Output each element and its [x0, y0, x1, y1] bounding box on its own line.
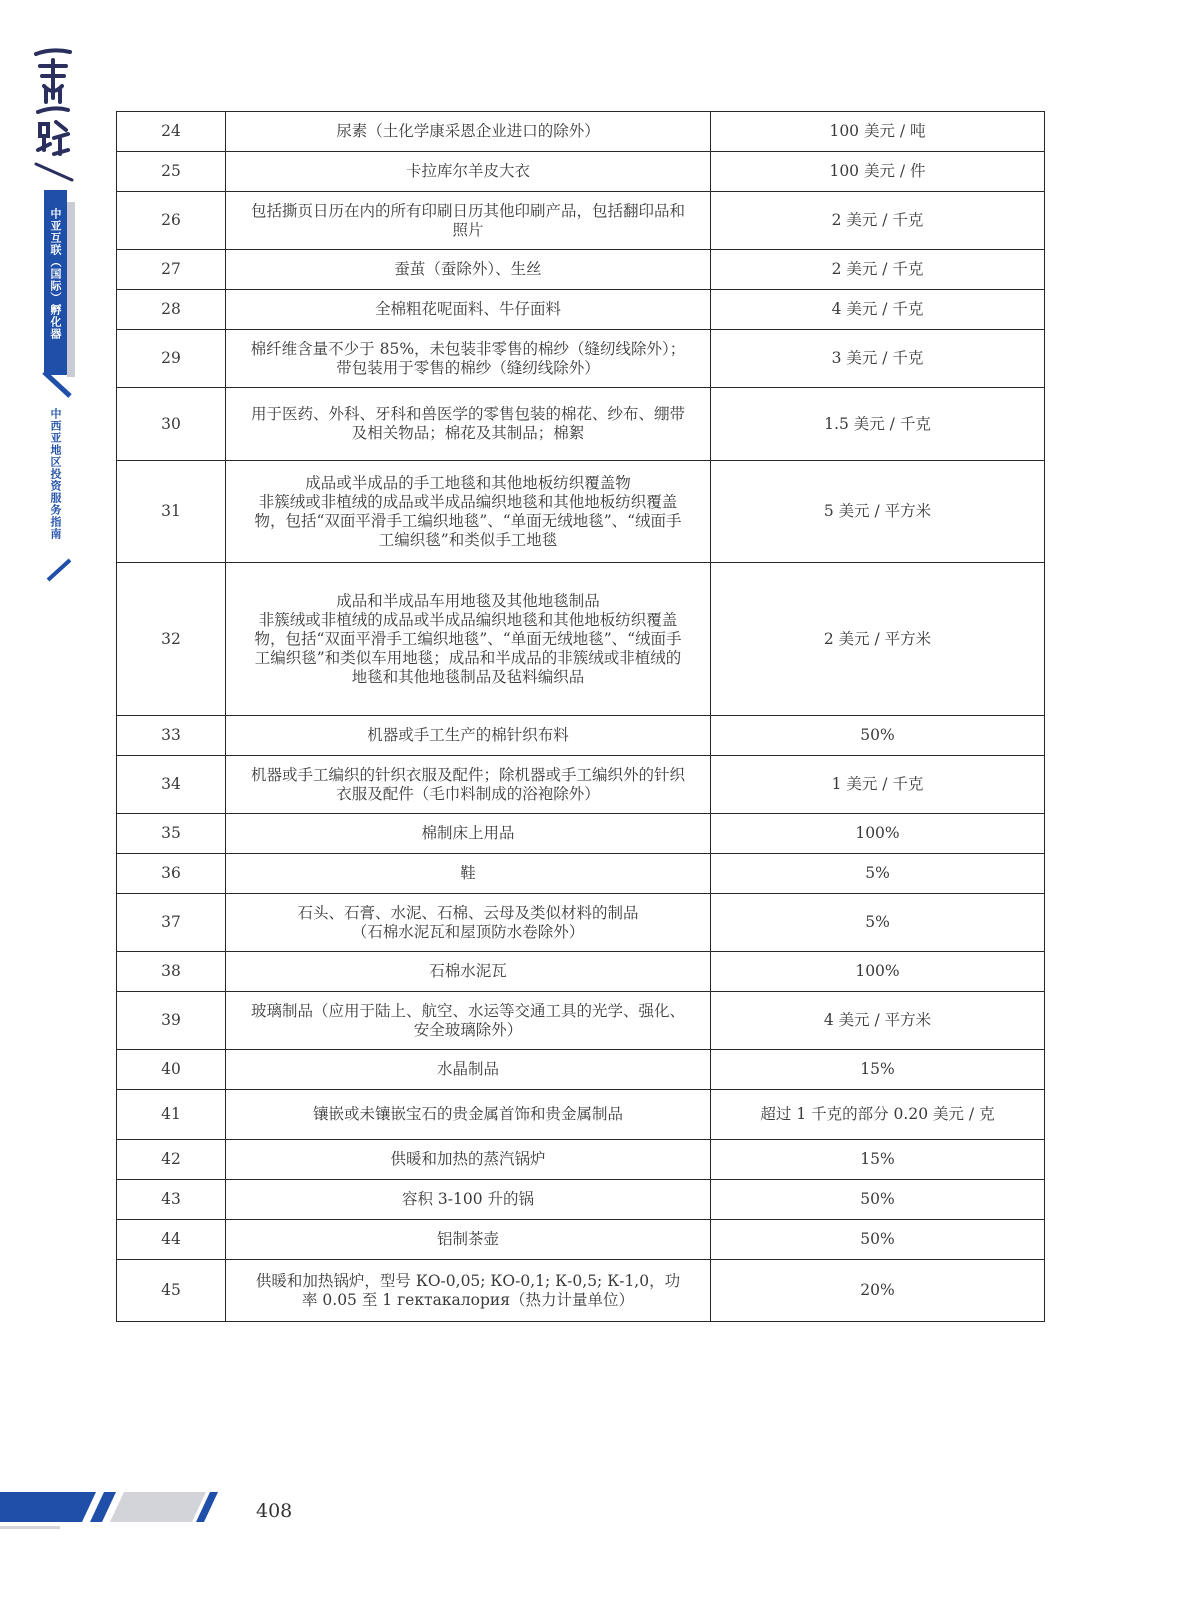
tariff-rate-cell: 5 美元 / 平方米 — [711, 461, 1045, 563]
table-row — [117, 1090, 1045, 1140]
item-number-cell: 41 — [117, 1090, 226, 1140]
item-number-cell: 40 — [117, 1050, 226, 1090]
tariff-rate-cell: 15% — [711, 1140, 1045, 1180]
table-row — [117, 756, 1045, 814]
tariff-rate-cell: 4 美元 / 平方米 — [711, 992, 1045, 1050]
table-row — [117, 388, 1045, 461]
tariff-rate-cell: 100% — [711, 814, 1045, 854]
table-row — [117, 330, 1045, 388]
item-description-cell: 成品和半成品车用地毯及其他地毯制品 非簇绒或非植绒的成品或半成品编织地毯和其他地板纺织覆盖物，包括“双面平滑手工编织地毯”、“单面无绒地毯”、“绒面手工编织毯”和类似车用地毯；成品和半成品的非簇绒或非植绒的地毯和其他地毯制品及毡料编织品 — [226, 563, 711, 716]
item-description-cell: 水晶制品 — [226, 1050, 711, 1090]
item-description-cell: 石棉水泥瓦 — [226, 952, 711, 992]
item-description-cell: 棉纤维含量不少于 85%，未包装非零售的棉纱（缝纫线除外）；带包装用于零售的棉纱（缝纫线除外） — [226, 330, 711, 388]
tariff-rate-cell: 2 美元 / 千克 — [711, 192, 1045, 250]
table-row — [117, 290, 1045, 330]
tariff-table-body — [117, 112, 1045, 1322]
table-row — [117, 992, 1045, 1050]
item-description-cell: 石头、石膏、水泥、石棉、云母及类似材料的制品 （石棉水泥瓦和屋顶防水卷除外） — [226, 894, 711, 952]
item-number-cell: 33 — [117, 716, 226, 756]
tariff-rate-cell: 50% — [711, 1180, 1045, 1220]
table-row — [117, 192, 1045, 250]
item-number-cell: 42 — [117, 1140, 226, 1180]
item-description-cell: 蚕茧（蚕除外）、生丝 — [226, 250, 711, 290]
item-description-cell: 机器或手工编织的针织衣服及配件；除机器或手工编织外的针织衣服及配件（毛巾料制成的浴袍除外） — [226, 756, 711, 814]
item-number-cell: 28 — [117, 290, 226, 330]
tariff-rate-cell: 2 美元 / 平方米 — [711, 563, 1045, 716]
item-description-cell: 包括撕页日历在内的所有印刷日历其他印刷产品，包括翻印品和照片 — [226, 192, 711, 250]
table-row — [117, 112, 1045, 152]
table-row — [117, 854, 1045, 894]
sidebar-slash-end — [46, 556, 72, 582]
belt-and-road-logo — [32, 46, 74, 184]
table-row — [117, 461, 1045, 563]
item-number-cell: 27 — [117, 250, 226, 290]
item-description-cell: 成品或半成品的手工地毯和其他地板纺织覆盖物 非簇绒或非植绒的成品或半成品编织地毯和其他地板纺织覆盖物，包括“双面平滑手工编织地毯”、“单面无绒地毯”、“绒面手工编织毯”和类似手工地毯 — [226, 461, 711, 563]
item-description-cell: 卡拉库尔羊皮大衣 — [226, 152, 711, 192]
item-number-cell: 39 — [117, 992, 226, 1050]
item-number-cell: 26 — [117, 192, 226, 250]
table-row — [117, 1180, 1045, 1220]
table-row — [117, 814, 1045, 854]
tariff-rate-cell: 50% — [711, 1220, 1045, 1260]
table-row — [117, 563, 1045, 716]
tariff-rate-cell: 50% — [711, 716, 1045, 756]
tariff-rate-cell: 2 美元 / 千克 — [711, 250, 1045, 290]
table-row — [117, 952, 1045, 992]
sidebar-slash-divider — [42, 360, 72, 400]
item-number-cell: 38 — [117, 952, 226, 992]
item-description-cell: 玻璃制品（应用于陆上、航空、水运等交通工具的光学、强化、安全玻璃除外） — [226, 992, 711, 1050]
footer-stripes-decoration — [0, 1486, 230, 1536]
item-description-cell: 容积 3-100 升的锅 — [226, 1180, 711, 1220]
tariff-rate-cell: 20% — [711, 1260, 1045, 1322]
item-number-cell: 35 — [117, 814, 226, 854]
item-number-cell: 37 — [117, 894, 226, 952]
tariff-rate-cell: 1.5 美元 / 千克 — [711, 388, 1045, 461]
tariff-rate-cell: 5% — [711, 894, 1045, 952]
table-row — [117, 1260, 1045, 1322]
item-number-cell: 36 — [117, 854, 226, 894]
tariff-rate-cell: 4 美元 / 千克 — [711, 290, 1045, 330]
table-row — [117, 152, 1045, 192]
item-description-cell: 尿素（土化学康采恩企业进口的除外） — [226, 112, 711, 152]
item-number-cell: 30 — [117, 388, 226, 461]
item-description-cell: 铝制茶壶 — [226, 1220, 711, 1260]
item-number-cell: 34 — [117, 756, 226, 814]
tariff-rate-cell: 100 美元 / 吨 — [711, 112, 1045, 152]
tariff-rate-cell: 15% — [711, 1050, 1045, 1090]
item-description-cell: 供暖和加热锅炉，型号 КО-0,05; КО-0,1; К-0,5; К-1,0，功率 0.05 至 1 гектакалория（热力计量单位） — [226, 1260, 711, 1322]
table-row — [117, 1220, 1045, 1260]
tariff-rate-cell: 3 美元 / 千克 — [711, 330, 1045, 388]
item-number-cell: 24 — [117, 112, 226, 152]
item-number-cell: 32 — [117, 563, 226, 716]
sidebar-label-incubator: 中亚互联（国际）孵化器 — [49, 208, 62, 340]
page-number: 408 — [256, 1500, 293, 1522]
sidebar-label-guide: 中西亚地区投资服务指南 — [49, 408, 62, 540]
tariff-rate-cell: 100% — [711, 952, 1045, 992]
item-description-cell: 棉制床上用品 — [226, 814, 711, 854]
table-row — [117, 250, 1045, 290]
item-number-cell: 25 — [117, 152, 226, 192]
table-row — [117, 716, 1045, 756]
item-number-cell: 45 — [117, 1260, 226, 1322]
tariff-rate-cell: 超过 1 千克的部分 0.20 美元 / 克 — [711, 1090, 1045, 1140]
item-number-cell: 44 — [117, 1220, 226, 1260]
tariff-table — [116, 111, 1045, 1322]
item-description-cell: 镶嵌或未镶嵌宝石的贵金属首饰和贵金属制品 — [226, 1090, 711, 1140]
item-number-cell: 31 — [117, 461, 226, 563]
item-number-cell: 29 — [117, 330, 226, 388]
tariff-rate-cell: 1 美元 / 千克 — [711, 756, 1045, 814]
table-row — [117, 1050, 1045, 1090]
tariff-rate-cell: 5% — [711, 854, 1045, 894]
item-description-cell: 全棉粗花呢面料、牛仔面料 — [226, 290, 711, 330]
item-description-cell: 鞋 — [226, 854, 711, 894]
item-number-cell: 43 — [117, 1180, 226, 1220]
item-description-cell: 供暖和加热的蒸汽锅炉 — [226, 1140, 711, 1180]
table-row — [117, 894, 1045, 952]
table-row — [117, 1140, 1045, 1180]
tariff-rate-cell: 100 美元 / 件 — [711, 152, 1045, 192]
item-description-cell: 用于医药、外科、牙科和兽医学的零售包装的棉花、纱布、绷带及相关物品；棉花及其制品；棉絮 — [226, 388, 711, 461]
item-description-cell: 机器或手工生产的棉针织布料 — [226, 716, 711, 756]
